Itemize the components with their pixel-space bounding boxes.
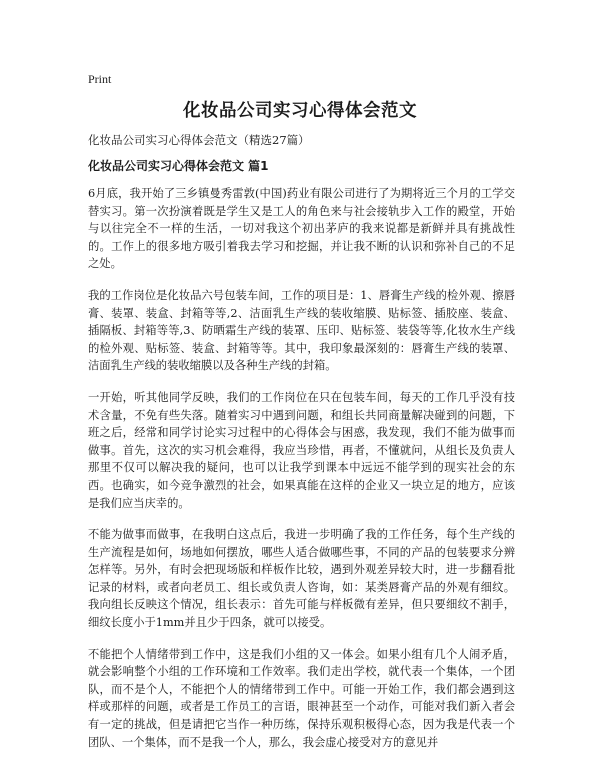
paragraph: 一开始，听其他同学反映，我们的工作岗位在只在包装车间，每天的工作几乎没有技术含量，不免有些失落。随着实习中遇到问题，和组长共同商量解决碰到的问题，下班之后，经常和同学讨论实习过程中的心得体会与困惑，我发现，我们不能为做事而做事。首先，这次的实习机会难得，我应当珍惜，再者，不懂就问，从组长及负责人那里不仅可以解决我的疑问，也可以让我学到课本中远远不能学到的现实社会的东西。也确实，如今竞争激烈的社会，如果真能在这样的企业又一块立足的地方，应该是我们应当庆幸的。 bbox=[88, 390, 515, 510]
paragraph: 我的工作岗位是化妆品六号包装车间，工作的项目是：1、唇膏生产线的检外观、擦唇膏、装罩、装盒、封箱等等,2、洁面乳生产线的装收缩膜、贴标签、插胶座、装盒、插隔板、封箱等等,3、防晒霜生产线的装罩、压印、贴标签、装袋等等,化妆水生产线的检外观、贴标签、装盒、封箱等等。其中，我印象最深刻的：唇膏生产线的装罩、洁面乳生产线的装收缩膜以及各种生产线的封箱。 bbox=[88, 288, 515, 373]
paragraph: 不能把个人情绪带到工作中，这是我们小组的又一体会。如果小组有几个人闹矛盾，就会影响整个小组的工作环境和工作效率。我们走出学校，就代表一个集体，一个团队，而不是个人，不能把个人的情绪带到工作中。可能一开始工作，我们都会遇到这样或那样的问题，或者是工作员工的言语，眼神甚至一个动作，可能对我们新入者会有一定的挑战，但是请把它当作一种历练，保持乐观积极得心态，因为我是代表一个团队、一个集体，而不是我一个人，那么，我会虚心接受对方的意见并 bbox=[88, 647, 515, 749]
section-heading: 化妆品公司实习心得体会范文 篇1 bbox=[88, 159, 269, 173]
print-link[interactable]: Print bbox=[88, 72, 112, 86]
document-subtitle: 化妆品公司实习心得体会范文（精选27篇） bbox=[88, 133, 310, 147]
paragraph: 不能为做事而做事，在我明白这点后，我进一步明确了我的工作任务，每个生产线的生产流程是如何，场地如何摆放，哪些人适合做哪些事，不同的产品的包装要求分辨怎样等。另外，有时会把现场版和样板作比较，遇到外观差异较大时，进一步翻看批记录的材料，或者向老员工、组长或负责人咨询，如：某类唇膏产品的外观有细纹。我向组长反映这个情况，组长表示：首先可能与样板微有差异，但只要细纹不割手，细纹长度小于1mm并且少于四条，就可以接受。 bbox=[88, 528, 515, 630]
paragraph: 6月底，我开始了三乡镇曼秀雷敦(中国)药业有限公司进行了为期将近三个月的工学交替实习。第一次扮演着既是学生又是工人的角色来与社会接轨步入工作的殿堂，开始与以往完全不一样的生活，一切对我这个初出茅庐的我来说都是新鲜并具有挑战性的。工作上的很多地方吸引着我去学习和挖掘，并让我不断的认识和弥补自己的不足之处。 bbox=[88, 187, 515, 271]
document-body bbox=[88, 185, 515, 765]
page-title: 化妆品公司实习心得体会范文 bbox=[183, 101, 417, 121]
